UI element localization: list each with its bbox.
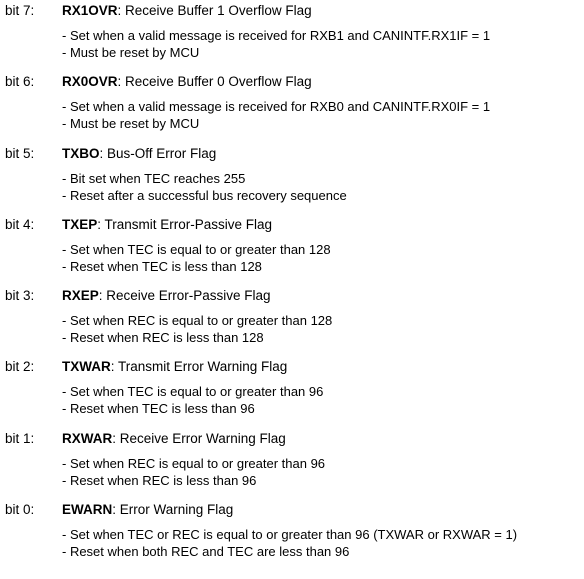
bit-0-description: : Error Warning Flag	[112, 502, 234, 517]
bit-4-reset-line: - Reset when TEC is less than 128	[62, 259, 262, 274]
bit-3-reset-line: - Reset when REC is less than 128	[62, 330, 264, 345]
bit-3-label: bit 3:	[5, 288, 35, 303]
bit-2-label: bit 2:	[5, 359, 35, 374]
bit-5-description: : Bus-Off Error Flag	[99, 146, 217, 161]
bit-5-set-line: - Bit set when TEC reaches 255	[62, 171, 246, 186]
bit-1-description: : Receive Error Warning Flag	[112, 431, 286, 446]
bit-2-set-line: - Set when TEC is equal to or greater than 96	[62, 384, 324, 399]
bit-2-name: TXWAR	[62, 359, 111, 374]
bit-5-details	[62, 170, 347, 204]
bit-7-title	[62, 2, 312, 20]
bit-6-details	[62, 98, 490, 132]
bit-6-entry	[0, 73, 584, 131]
bit-7-description: : Receive Buffer 1 Overflow Flag	[117, 3, 312, 18]
bit-3-name: RXEP	[62, 288, 99, 303]
bit-1-title	[62, 430, 286, 448]
bit-5-reset-line: - Reset after a successful bus recovery sequence	[62, 188, 347, 203]
bit-0-header	[0, 501, 584, 519]
bit-7-name: RX1OVR	[62, 3, 118, 18]
bit-6-name: RX0OVR	[62, 74, 118, 89]
bit-3-details	[62, 312, 332, 346]
bit-3-entry	[0, 287, 584, 345]
bit-7-header	[0, 2, 584, 20]
bit-4-label: bit 4:	[5, 217, 35, 232]
bit-2-details	[62, 383, 323, 417]
bit-0-entry	[0, 501, 584, 559]
bit-7-set-line: - Set when a valid message is received for RXB1 and CANINTF.RX1IF = 1	[62, 28, 491, 43]
bit-2-header	[0, 358, 584, 376]
bit-0-label: bit 0:	[5, 502, 35, 517]
bit-4-entry	[0, 216, 584, 274]
bit-0-set-line: - Set when TEC or REC is equal to or greater than 96 (TXWAR or RXWAR = 1)	[62, 527, 518, 542]
bit-1-reset-line: - Reset when REC is less than 96	[62, 473, 257, 488]
bit-4-name: TXEP	[62, 217, 98, 232]
bit-4-set-line: - Set when TEC is equal to or greater than 128	[62, 242, 331, 257]
bit-5-name: TXBO	[62, 146, 100, 161]
bit-1-header	[0, 430, 584, 448]
bit-2-entry	[0, 358, 584, 416]
bit-0-reset-line: - Reset when both REC and TEC are less than 96	[62, 544, 350, 559]
bit-3-header	[0, 287, 584, 305]
bit-1-set-line: - Set when REC is equal to or greater than 96	[62, 456, 326, 471]
bit-4-description: : Transmit Error-Passive Flag	[97, 217, 273, 232]
bit-6-header	[0, 73, 584, 91]
bit-7-details	[62, 27, 490, 61]
bit-5-entry	[0, 145, 584, 203]
bit-5-header	[0, 145, 584, 163]
bit-5-label: bit 5:	[5, 146, 35, 161]
bit-7-reset-line: - Must be reset by MCU	[62, 45, 200, 60]
bit-6-description: : Receive Buffer 0 Overflow Flag	[117, 74, 312, 89]
bit-3-title	[62, 287, 271, 305]
bit-0-name: EWARN	[62, 502, 113, 517]
bit-4-details	[62, 241, 331, 275]
bit-1-label: bit 1:	[5, 431, 35, 446]
bit-6-label: bit 6:	[5, 74, 35, 89]
bit-4-header	[0, 216, 584, 234]
bit-6-set-line: - Set when a valid message is received for RXB0 and CANINTF.RX0IF = 1	[62, 99, 491, 114]
bit-7-label: bit 7:	[5, 3, 35, 18]
bit-7-entry	[0, 2, 584, 60]
bit-0-details	[62, 526, 517, 560]
bit-5-title	[62, 145, 216, 163]
bit-2-reset-line: - Reset when TEC is less than 96	[62, 401, 255, 416]
bit-1-name: RXWAR	[62, 431, 113, 446]
bit-2-description: : Transmit Error Warning Flag	[110, 359, 288, 374]
bit-3-description: : Receive Error-Passive Flag	[98, 288, 271, 303]
bit-6-title	[62, 73, 312, 91]
bit-2-title	[62, 358, 287, 376]
bit-4-title	[62, 216, 272, 234]
bit-1-entry	[0, 430, 584, 488]
bit-3-set-line: - Set when REC is equal to or greater than 128	[62, 313, 333, 328]
bit-1-details	[62, 455, 325, 489]
bit-6-reset-line: - Must be reset by MCU	[62, 116, 200, 131]
bit-0-title	[62, 501, 233, 519]
